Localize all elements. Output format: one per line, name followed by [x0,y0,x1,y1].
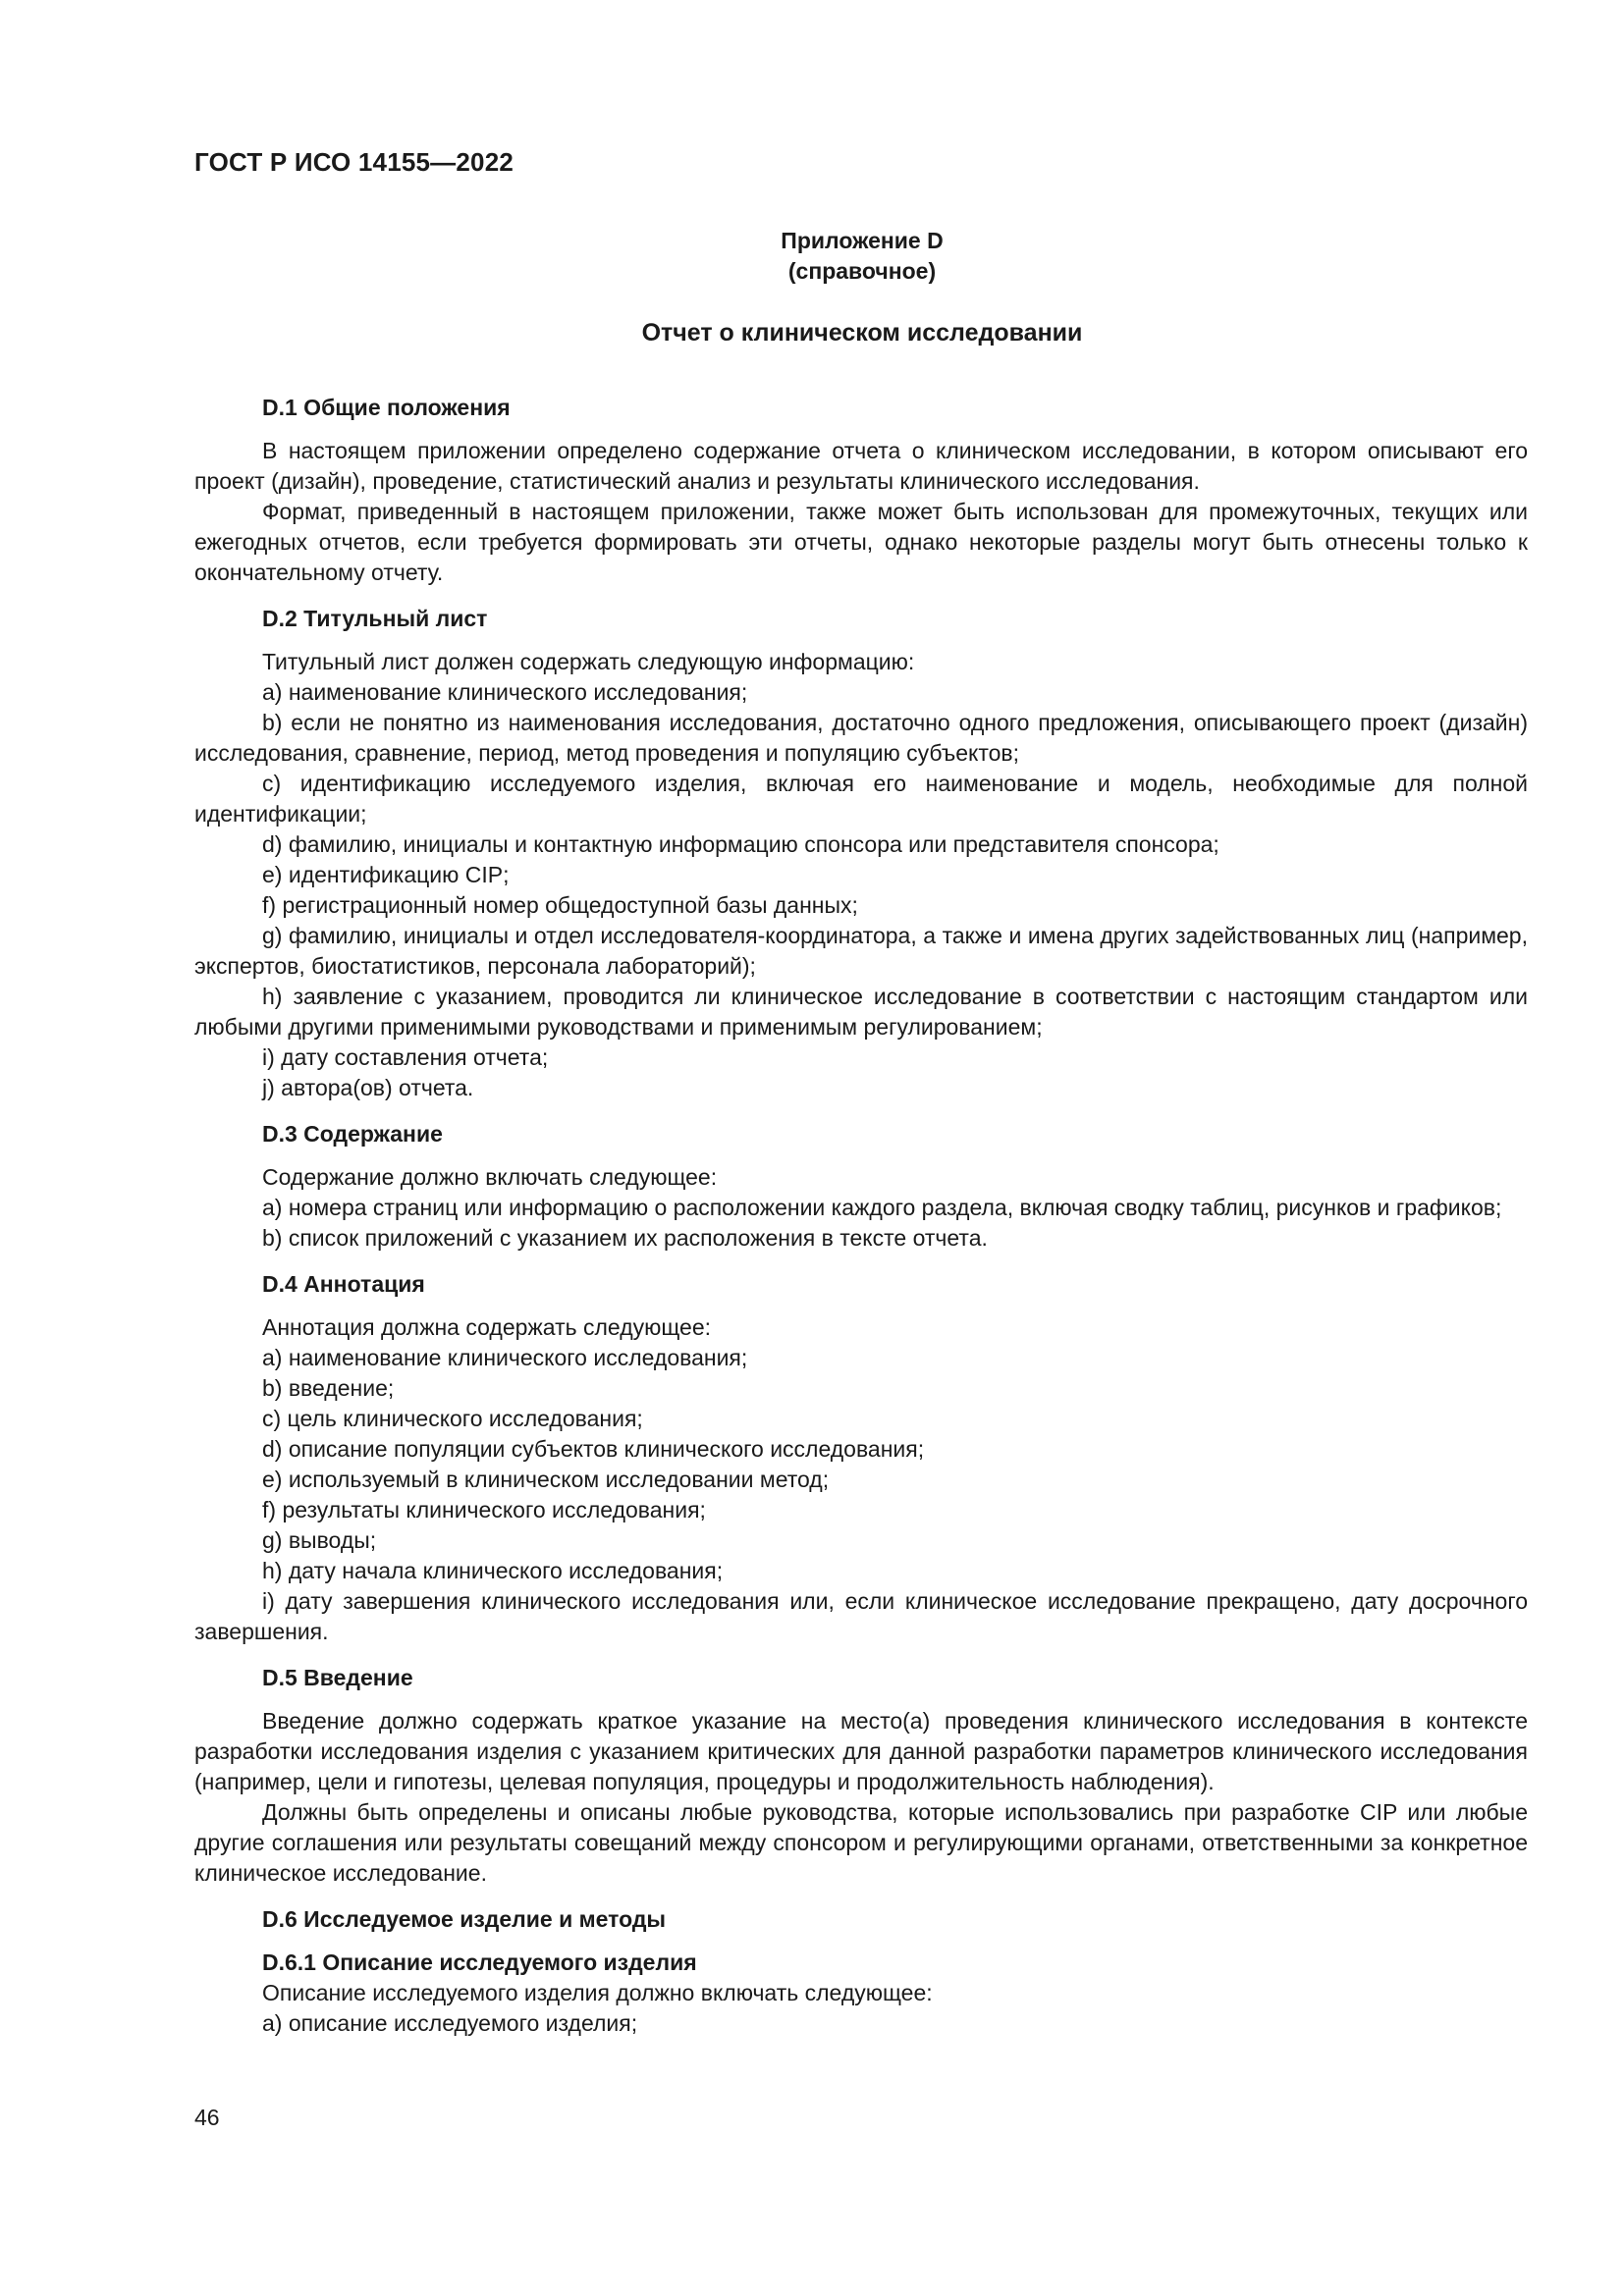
list-item: c) цель клинического исследования; [262,1406,643,1431]
annex-label-block [194,226,1530,287]
paragraph: В настоящем приложении определено содержание отчета о клиническом исследовании, в котором описывают его проект (дизайн), проведение, статистический анализ и результаты клинического исследования. [194,438,1528,494]
section-intro: Аннотация должна содержать следующее: [262,1314,712,1340]
list-item: a) наименование клинического исследования; [262,1345,748,1370]
standard-header: ГОСТ Р ИСО 14155—2022 [194,147,514,177]
list-item: b) список приложений с указанием их расположения в тексте отчета. [262,1225,988,1251]
list-item: h) заявление с указанием, проводится ли клиническое исследование в соответствии с настоящим стандартом или любыми другими применимыми руководствами и применимым регулированием; [194,984,1528,1040]
document-body [194,393,1528,2039]
list-item: g) фамилию, инициалы и отдел исследователя-координатора, а также и имена других задействованных лиц (например, экспертов, биостатистиков, персонала лабораторий); [194,923,1528,979]
list-item: h) дату начала клинического исследования; [262,1558,724,1583]
list-item: b) введение; [262,1375,395,1401]
list-item: j) автора(ов) отчета. [262,1075,474,1100]
section-heading-d2: D.2 Титульный лист [262,606,488,631]
list-item: f) результаты клинического исследования; [262,1497,706,1522]
list-item: i) дату завершения клинического исследования или, если клиническое исследование прекращено, дату досрочного завершения. [194,1588,1528,1644]
paragraph: Формат, приведенный в настоящем приложении, также может быть использован для промежуточных, текущих или ежегодных отчетов, если требуется формировать эти отчеты, однако некоторые разделы могут быть отнесены только к окончательному отчету. [194,499,1528,585]
section-heading-d6: D.6 Исследуемое изделие и методы [262,1906,667,1932]
list-item: a) описание исследуемого изделия; [262,2010,638,2036]
page-number: 46 [194,2105,220,2130]
paragraph: Введение должно содержать краткое указание на место(а) проведения клинического исследования в контексте разработки исследования изделия с указанием критических для данной разработки параметров клинического исследования (например, цели и гипотезы, целевая популяция, процедуры и продолжительность наблюдения). [194,1708,1528,1794]
list-item: i) дату составления отчета; [262,1044,549,1070]
section-intro: Описание исследуемого изделия должно включать следующее: [262,1980,933,2005]
list-item: d) фамилию, инициалы и контактную информацию спонсора или представителя спонсора; [262,831,1219,857]
list-item: e) идентификацию CIP; [262,862,510,887]
list-item: f) регистрационный номер общедоступной базы данных; [262,892,858,918]
annex-status: (справочное) [787,258,937,284]
list-item: g) выводы; [262,1527,377,1553]
annex-label: Приложение D [781,228,944,253]
section-heading-d6-1: D.6.1 Описание исследуемого изделия [262,1949,697,1975]
section-intro: Содержание должно включать следующее: [262,1164,718,1190]
paragraph: Должны быть определены и описаны любые руководства, которые использовались при разработке CIP или любые другие соглашения или результаты совещаний между спонсором и регулирующими органами, ответственными за конкретное клиническое исследование. [194,1799,1528,1886]
list-item: d) описание популяции субъектов клинического исследования; [262,1436,925,1462]
annex-title: Отчет о клиническом исследовании [641,319,1083,347]
section-heading-d4: D.4 Аннотация [262,1271,425,1297]
section-heading-d3: D.3 Содержание [262,1121,443,1147]
list-item: e) используемый в клиническом исследовании метод; [262,1467,830,1492]
list-item: b) если не понятно из наименования исследования, достаточно одного предложения, описывающего проект (дизайн) исследования, сравнение, период, метод проведения и популяцию субъектов; [194,710,1528,766]
section-intro: Титульный лист должен содержать следующую информацию: [262,649,915,674]
section-heading-d5: D.5 Введение [262,1665,413,1690]
list-item: a) наименование клинического исследования; [262,679,748,705]
list-item: c) идентификацию исследуемого изделия, включая его наименование и модель, необходимые для полной идентификации; [194,771,1528,827]
list-item: a) номера страниц или информацию о расположении каждого раздела, включая сводку таблиц, рисунков и графиков; [262,1195,1502,1220]
section-heading-d1: D.1 Общие положения [262,395,511,420]
